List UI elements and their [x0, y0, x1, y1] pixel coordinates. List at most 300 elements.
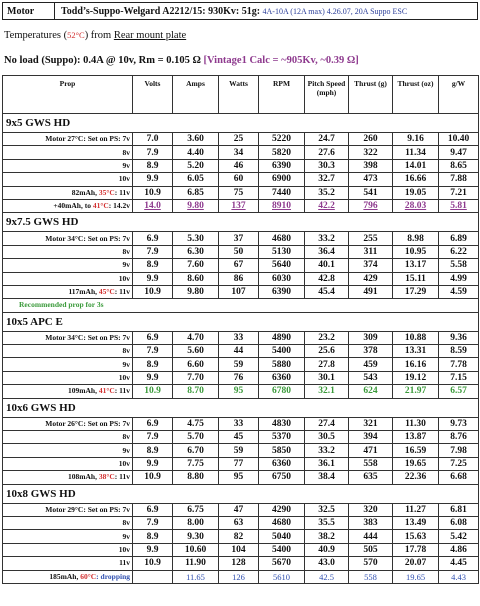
- row-label-text: Motor 34°C: Set on PS: 7v: [45, 332, 130, 342]
- header-title-line: [55, 6, 407, 17]
- section-header-row: [3, 312, 479, 331]
- column-header: Volts: [133, 76, 173, 114]
- data-cell: 6.57: [439, 385, 479, 398]
- vintage-calc: [Vintage1 Calc = ~905Kv, ~0.39 Ω]: [203, 55, 359, 66]
- data-cell: 38.4: [305, 471, 349, 484]
- row-label-text: 9v: [122, 260, 130, 270]
- data-cell: 8910: [259, 199, 305, 212]
- prop-section-title: 9x7.5 GWS HD: [3, 213, 479, 232]
- row-label: [3, 457, 133, 470]
- data-cell: 7.9: [133, 345, 173, 358]
- data-cell: 309: [349, 331, 393, 344]
- data-cell: 32.7: [305, 173, 349, 186]
- data-cell: 5820: [259, 146, 305, 159]
- data-cell: 5040: [259, 530, 305, 543]
- header-details: 4A-10A (12A max) 4.26.07, 20A Suppo ESC: [262, 6, 408, 16]
- data-cell: 25.6: [305, 345, 349, 358]
- data-cell: 7.9: [133, 516, 173, 529]
- data-cell: 75: [219, 186, 259, 199]
- data-cell: 6390: [259, 159, 305, 172]
- data-cell: 6.9: [133, 417, 173, 430]
- row-label-text: 9v: [122, 359, 130, 369]
- data-cell: 558: [349, 457, 393, 470]
- temperatures-note: [4, 30, 186, 41]
- data-cell: 42.8: [305, 272, 349, 285]
- data-cell: 541: [349, 186, 393, 199]
- data-cell: 444: [349, 530, 393, 543]
- row-label: [3, 199, 133, 212]
- row-label-text: 10v: [118, 373, 130, 383]
- prop-section-title: 10x5 APC E: [3, 312, 479, 331]
- data-cell: 9.36: [439, 331, 479, 344]
- data-cell: 491: [349, 285, 393, 298]
- row-label-text: 8v: [122, 432, 130, 442]
- column-header: Thrust (oz): [393, 76, 439, 114]
- data-cell: 6.85: [173, 186, 219, 199]
- data-cell: 4290: [259, 503, 305, 516]
- data-cell: 505: [349, 543, 393, 556]
- data-cell: 6780: [259, 385, 305, 398]
- data-cell: 32.5: [305, 503, 349, 516]
- data-cell: 8.9: [133, 358, 173, 371]
- data-cell: 11.65: [173, 570, 219, 583]
- row-label: [3, 186, 133, 199]
- data-cell: 6.68: [439, 471, 479, 484]
- data-cell: 6900: [259, 173, 305, 186]
- data-cell: 9.80: [173, 285, 219, 298]
- data-cell: 33.2: [305, 232, 349, 245]
- data-cell: 9.9: [133, 173, 173, 186]
- row-temp: 41°C: [92, 201, 109, 211]
- row-label: [3, 272, 133, 285]
- temps-mid: ) from: [84, 30, 114, 41]
- data-cell: 3.60: [173, 133, 219, 146]
- data-cell: 6.89: [439, 232, 479, 245]
- data-cell: 321: [349, 417, 393, 430]
- data-cell: 10.9: [133, 557, 173, 570]
- data-cell: 7.21: [439, 186, 479, 199]
- data-cell: 95: [219, 471, 259, 484]
- data-cell: 8.9: [133, 259, 173, 272]
- data-cell: 37: [219, 232, 259, 245]
- data-cell: 19.05: [393, 186, 439, 199]
- data-cell: 459: [349, 358, 393, 371]
- table-row: [3, 417, 479, 430]
- prop-section-title: 9x5 GWS HD: [3, 114, 479, 133]
- data-cell: 4.43: [439, 570, 479, 583]
- row-label-text: 8v: [122, 246, 130, 256]
- data-cell: 9.80: [173, 199, 219, 212]
- table-row: [3, 371, 479, 384]
- table-row: [3, 543, 479, 556]
- table-row: [3, 133, 479, 146]
- temps-prefix: Temperatures (: [4, 30, 68, 41]
- data-cell: 27.6: [305, 146, 349, 159]
- data-cell: 27.4: [305, 417, 349, 430]
- data-cell: 11.30: [393, 417, 439, 430]
- row-label: [3, 530, 133, 543]
- data-cell: 6.08: [439, 516, 479, 529]
- no-load-text: No load (Suppo): 0.4A @ 10v, Rm = 0.105 Ω: [4, 55, 201, 66]
- data-cell: 19.12: [393, 371, 439, 384]
- row-label: [3, 431, 133, 444]
- data-cell: 7.75: [173, 457, 219, 470]
- table-row: [3, 331, 479, 344]
- data-cell: 5.81: [439, 199, 479, 212]
- data-cell: 5.60: [173, 345, 219, 358]
- data-cell: 5.42: [439, 530, 479, 543]
- data-cell: 7.78: [439, 358, 479, 371]
- data-cell: 16.59: [393, 444, 439, 457]
- row-label: [3, 471, 133, 484]
- row-label: [3, 331, 133, 344]
- data-cell: 6750: [259, 471, 305, 484]
- row-label: [3, 259, 133, 272]
- row-label-text: 10v: [118, 273, 130, 283]
- header-motor-label: Motor: [3, 3, 55, 19]
- data-cell: 570: [349, 557, 393, 570]
- data-cell: 8.9: [133, 159, 173, 172]
- section-header-row: [3, 398, 479, 417]
- data-cell: 7.9: [133, 245, 173, 258]
- table-row: [3, 345, 479, 358]
- row-label: [3, 570, 133, 583]
- section-header-row: [3, 114, 479, 133]
- data-cell: 25: [219, 133, 259, 146]
- table-row: [3, 245, 479, 258]
- data-cell: 21.97: [393, 385, 439, 398]
- data-cell: 60: [219, 173, 259, 186]
- table-row: [3, 385, 479, 398]
- data-cell: 5610: [259, 570, 305, 583]
- data-cell: 6390: [259, 285, 305, 298]
- data-cell: 15.63: [393, 530, 439, 543]
- data-cell: 13.87: [393, 431, 439, 444]
- table-row: [3, 570, 479, 583]
- data-cell: 10.9: [133, 385, 173, 398]
- data-cell: 30.1: [305, 371, 349, 384]
- data-cell: 45: [219, 431, 259, 444]
- row-temp: 60°C: [80, 571, 97, 581]
- data-cell: 4.45: [439, 557, 479, 570]
- data-cell: 558: [349, 570, 393, 583]
- data-cell: 6360: [259, 457, 305, 470]
- table-body: [3, 114, 479, 584]
- data-cell: 95: [219, 385, 259, 398]
- data-cell: 77: [219, 457, 259, 470]
- row-label: [3, 345, 133, 358]
- table-row: [3, 272, 479, 285]
- column-header: Thrust (g): [349, 76, 393, 114]
- data-cell: 33: [219, 331, 259, 344]
- data-cell: 7.60: [173, 259, 219, 272]
- row-label-text: Motor 34°C: Set on PS: 7v: [45, 233, 130, 243]
- data-cell: 36.1: [305, 457, 349, 470]
- column-header: RPM: [259, 76, 305, 114]
- data-cell: 14.01: [393, 159, 439, 172]
- data-cell: 107: [219, 285, 259, 298]
- data-cell: 63: [219, 516, 259, 529]
- data-cell: 7.70: [173, 371, 219, 384]
- row-label-text: 109mAh,: [68, 386, 99, 396]
- row-label-text: 8v: [122, 346, 130, 356]
- data-cell: 398: [349, 159, 393, 172]
- table-row: [3, 457, 479, 470]
- row-label-text: 8v: [122, 147, 130, 157]
- row-label-text: 9v: [122, 531, 130, 541]
- row-label: [3, 159, 133, 172]
- data-cell: 4.99: [439, 272, 479, 285]
- header-weight: 51g:: [241, 5, 261, 17]
- data-cell: 5.70: [173, 431, 219, 444]
- data-cell: 43.0: [305, 557, 349, 570]
- data-cell: 59: [219, 358, 259, 371]
- data-cell: 38.2: [305, 530, 349, 543]
- data-cell: 46: [219, 159, 259, 172]
- row-label-text: Motor 29°C: Set on PS: 7v: [45, 504, 130, 514]
- data-cell: 67: [219, 259, 259, 272]
- row-label-text: 82mAh,: [71, 187, 99, 197]
- data-cell: 22.36: [393, 471, 439, 484]
- data-cell: 33.2: [305, 444, 349, 457]
- data-cell: 9.9: [133, 543, 173, 556]
- data-cell: 8.00: [173, 516, 219, 529]
- data-cell: 5880: [259, 358, 305, 371]
- data-cell: 13.31: [393, 345, 439, 358]
- data-cell: 9.30: [173, 530, 219, 543]
- row-label-text: 108mAh,: [68, 472, 99, 482]
- data-cell: 9.9: [133, 272, 173, 285]
- data-cell: 624: [349, 385, 393, 398]
- data-cell: 5130: [259, 245, 305, 258]
- data-cell: 40.9: [305, 543, 349, 556]
- table-row: [3, 186, 479, 199]
- data-cell: 471: [349, 444, 393, 457]
- row-label: [3, 133, 133, 146]
- table-row: [3, 516, 479, 529]
- row-label: [3, 543, 133, 556]
- data-cell: 137: [219, 199, 259, 212]
- recommended-note: Recommended prop for 3s: [3, 299, 479, 312]
- data-cell: 8.9: [133, 530, 173, 543]
- data-cell: 4.59: [439, 285, 479, 298]
- table-row: [3, 444, 479, 457]
- table-row: [3, 146, 479, 159]
- row-temp: 45°C: [98, 287, 115, 297]
- data-cell: 6.22: [439, 245, 479, 258]
- data-cell: 4.86: [439, 543, 479, 556]
- data-cell: 10.60: [173, 543, 219, 556]
- table-row: [3, 471, 479, 484]
- data-cell: 11.27: [393, 503, 439, 516]
- recommended-row: [3, 299, 479, 312]
- data-cell: 5850: [259, 444, 305, 457]
- data-cell: 6.9: [133, 331, 173, 344]
- data-cell: 16.16: [393, 358, 439, 371]
- row-label-suffix: : 14.2v: [108, 201, 130, 211]
- row-label-suffix: : 11v: [114, 287, 130, 297]
- row-label-text: Motor 27°C: Set on PS: 7v: [45, 134, 130, 144]
- data-cell: 40.1: [305, 259, 349, 272]
- data-cell: 59: [219, 444, 259, 457]
- data-cell: 5670: [259, 557, 305, 570]
- data-cell: 320: [349, 503, 393, 516]
- data-cell: 5.20: [173, 159, 219, 172]
- data-cell: 6.70: [173, 444, 219, 457]
- row-label: [3, 358, 133, 371]
- temps-value: 52°C: [67, 30, 85, 40]
- prop-test-table: [2, 75, 479, 584]
- data-cell: 42.5: [305, 570, 349, 583]
- data-cell: 9.9: [133, 371, 173, 384]
- data-cell: [133, 570, 173, 583]
- data-cell: 7.9: [133, 146, 173, 159]
- table-row: [3, 557, 479, 570]
- data-cell: 45.4: [305, 285, 349, 298]
- table-row: [3, 159, 479, 172]
- data-cell: 8.59: [439, 345, 479, 358]
- row-label-suffix: : dropping: [96, 571, 130, 581]
- data-cell: 82: [219, 530, 259, 543]
- data-cell: 4680: [259, 516, 305, 529]
- row-label: [3, 516, 133, 529]
- data-cell: 6.9: [133, 503, 173, 516]
- data-cell: 5370: [259, 431, 305, 444]
- data-cell: 7.88: [439, 173, 479, 186]
- prop-section-title: 10x8 GWS HD: [3, 484, 479, 503]
- data-cell: 383: [349, 516, 393, 529]
- data-cell: 19.65: [393, 570, 439, 583]
- row-label: [3, 146, 133, 159]
- data-cell: 4680: [259, 232, 305, 245]
- data-cell: 128: [219, 557, 259, 570]
- data-cell: 635: [349, 471, 393, 484]
- row-label-text: Motor 26°C: Set on PS: 7v: [45, 418, 130, 428]
- data-cell: 8.80: [173, 471, 219, 484]
- temps-place: Rear mount plate: [113, 30, 187, 41]
- row-label-text: 9v: [122, 445, 130, 455]
- data-cell: 10.40: [439, 133, 479, 146]
- data-cell: 4.40: [173, 146, 219, 159]
- row-label-text: 10v: [118, 544, 130, 554]
- row-label: [3, 417, 133, 430]
- data-cell: 5400: [259, 543, 305, 556]
- data-cell: 6.9: [133, 232, 173, 245]
- data-cell: 429: [349, 272, 393, 285]
- data-cell: 13.49: [393, 516, 439, 529]
- data-cell: 13.17: [393, 259, 439, 272]
- table-header-row: [3, 76, 479, 114]
- section-header-row: [3, 213, 479, 232]
- data-cell: 543: [349, 371, 393, 384]
- data-cell: 5.58: [439, 259, 479, 272]
- data-cell: 374: [349, 259, 393, 272]
- data-cell: 7.98: [439, 444, 479, 457]
- data-cell: 5.30: [173, 232, 219, 245]
- data-cell: 11.90: [173, 557, 219, 570]
- data-cell: 9.9: [133, 457, 173, 470]
- data-cell: 10.9: [133, 471, 173, 484]
- data-cell: 4.75: [173, 417, 219, 430]
- row-label-text: 117mAh,: [68, 287, 99, 297]
- data-cell: 255: [349, 232, 393, 245]
- data-cell: 4890: [259, 331, 305, 344]
- table-row: [3, 232, 479, 245]
- data-cell: 34: [219, 146, 259, 159]
- data-cell: 10.9: [133, 186, 173, 199]
- table-row: [3, 285, 479, 298]
- table-row: [3, 173, 479, 186]
- data-cell: 7.15: [439, 371, 479, 384]
- data-cell: 10.9: [133, 285, 173, 298]
- row-label-text: 10v: [118, 459, 130, 468]
- data-cell: 6.60: [173, 358, 219, 371]
- data-cell: 8.98: [393, 232, 439, 245]
- data-cell: 7.9: [133, 431, 173, 444]
- data-cell: 8.65: [439, 159, 479, 172]
- row-label: [3, 232, 133, 245]
- table-row: [3, 503, 479, 516]
- row-label: [3, 285, 133, 298]
- table-row: [3, 358, 479, 371]
- data-cell: 30.5: [305, 431, 349, 444]
- column-header: Watts: [219, 76, 259, 114]
- data-cell: 23.2: [305, 331, 349, 344]
- data-cell: 322: [349, 146, 393, 159]
- data-cell: 8.76: [439, 431, 479, 444]
- data-cell: 7.25: [439, 457, 479, 470]
- data-cell: 6.30: [173, 245, 219, 258]
- data-cell: 86: [219, 272, 259, 285]
- data-cell: 6360: [259, 371, 305, 384]
- data-cell: 9.16: [393, 133, 439, 146]
- table-row: [3, 259, 479, 272]
- data-cell: 16.66: [393, 173, 439, 186]
- data-cell: 35.2: [305, 186, 349, 199]
- row-label-text: 11v: [119, 558, 130, 568]
- data-cell: 10.88: [393, 331, 439, 344]
- data-cell: 378: [349, 345, 393, 358]
- row-label: [3, 385, 133, 398]
- data-cell: 6.05: [173, 173, 219, 186]
- section-header-row: [3, 484, 479, 503]
- row-label: [3, 245, 133, 258]
- data-cell: 11.34: [393, 146, 439, 159]
- data-cell: 14.0: [133, 199, 173, 212]
- row-temp: 38°C: [98, 472, 115, 482]
- data-cell: 10.95: [393, 245, 439, 258]
- data-cell: 20.07: [393, 557, 439, 570]
- row-label-suffix: : 11v: [114, 187, 130, 197]
- row-label-suffix: : 11v: [114, 472, 130, 482]
- data-cell: 27.8: [305, 358, 349, 371]
- column-header: g/W: [439, 76, 479, 114]
- data-cell: 126: [219, 570, 259, 583]
- data-cell: 260: [349, 133, 393, 146]
- row-label: [3, 444, 133, 457]
- row-label: [3, 173, 133, 186]
- row-label-text: 185mAh,: [49, 571, 81, 581]
- row-label: [3, 503, 133, 516]
- data-cell: 24.7: [305, 133, 349, 146]
- data-cell: 35.5: [305, 516, 349, 529]
- data-cell: 7.0: [133, 133, 173, 146]
- data-cell: 44: [219, 345, 259, 358]
- data-cell: 5400: [259, 345, 305, 358]
- data-cell: 47: [219, 503, 259, 516]
- data-cell: 6.75: [173, 503, 219, 516]
- data-cell: 15.11: [393, 272, 439, 285]
